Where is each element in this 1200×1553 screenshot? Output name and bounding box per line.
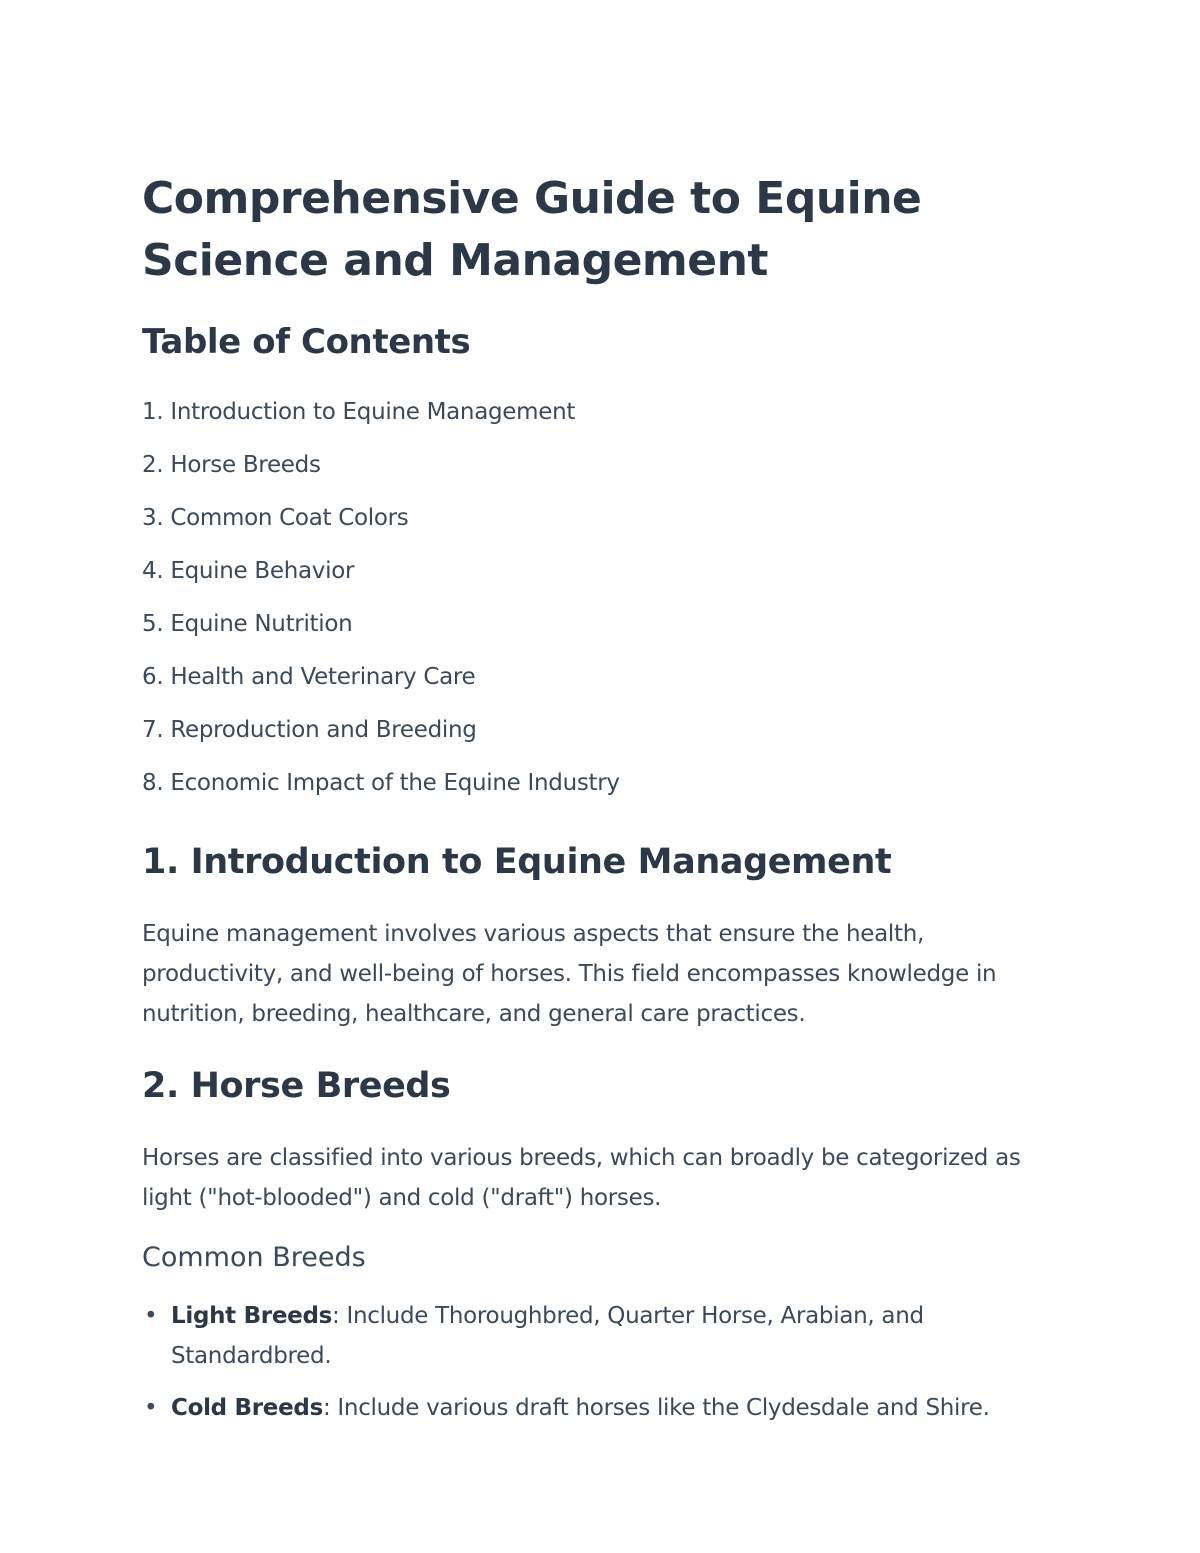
list-item <box>142 1296 1062 1376</box>
document-page <box>142 168 1062 1440</box>
section-body-horse-breeds: Horses are classified into various breeds, which can broadly be categorized as light ("hot-blooded") and cold ("draft") horses. <box>142 1145 1021 1211</box>
breeds-list <box>142 1296 1062 1428</box>
toc-item: 2. Horse Breeds <box>142 452 321 478</box>
list-item-text: : Include various draft horses like the Clydesdale and Shire. <box>322 1395 990 1421</box>
toc-item: 6. Health and Veterinary Care <box>142 664 476 690</box>
table-of-contents <box>142 386 1062 810</box>
bullet-icon: • <box>144 1395 158 1421</box>
toc-item: 7. Reproduction and Breeding <box>142 717 477 743</box>
section-heading-horse-breeds: 2. Horse Breeds <box>142 1066 451 1106</box>
toc-item: 4. Equine Behavior <box>142 558 355 584</box>
toc-item: 1. Introduction to Equine Management <box>142 399 576 425</box>
toc-heading: Table of Contents <box>142 322 471 362</box>
subheading-common-breeds: Common Breeds <box>142 1242 366 1273</box>
document-title: Comprehensive Guide to Equine Science and Management <box>142 173 922 286</box>
toc-item: 3. Common Coat Colors <box>142 505 409 531</box>
section-heading-introduction: 1. Introduction to Equine Management <box>142 842 892 882</box>
section-body-introduction: Equine management involves various aspects that ensure the health, productivity, and well-being of horses. This field encompasses knowledge in nutrition, breeding, healthcare, and general care practices. <box>142 921 997 1027</box>
toc-item: 5. Equine Nutrition <box>142 611 353 637</box>
toc-item: 8. Economic Impact of the Equine Industry <box>142 770 620 796</box>
list-item-text: : Include Thoroughbred, Quarter Horse, Arabian, and Standardbred. <box>171 1303 924 1369</box>
list-item-term: Light Breeds <box>171 1303 333 1329</box>
list-item-term: Cold Breeds <box>171 1395 323 1421</box>
bullet-icon: • <box>144 1303 158 1329</box>
list-item <box>142 1388 1062 1428</box>
